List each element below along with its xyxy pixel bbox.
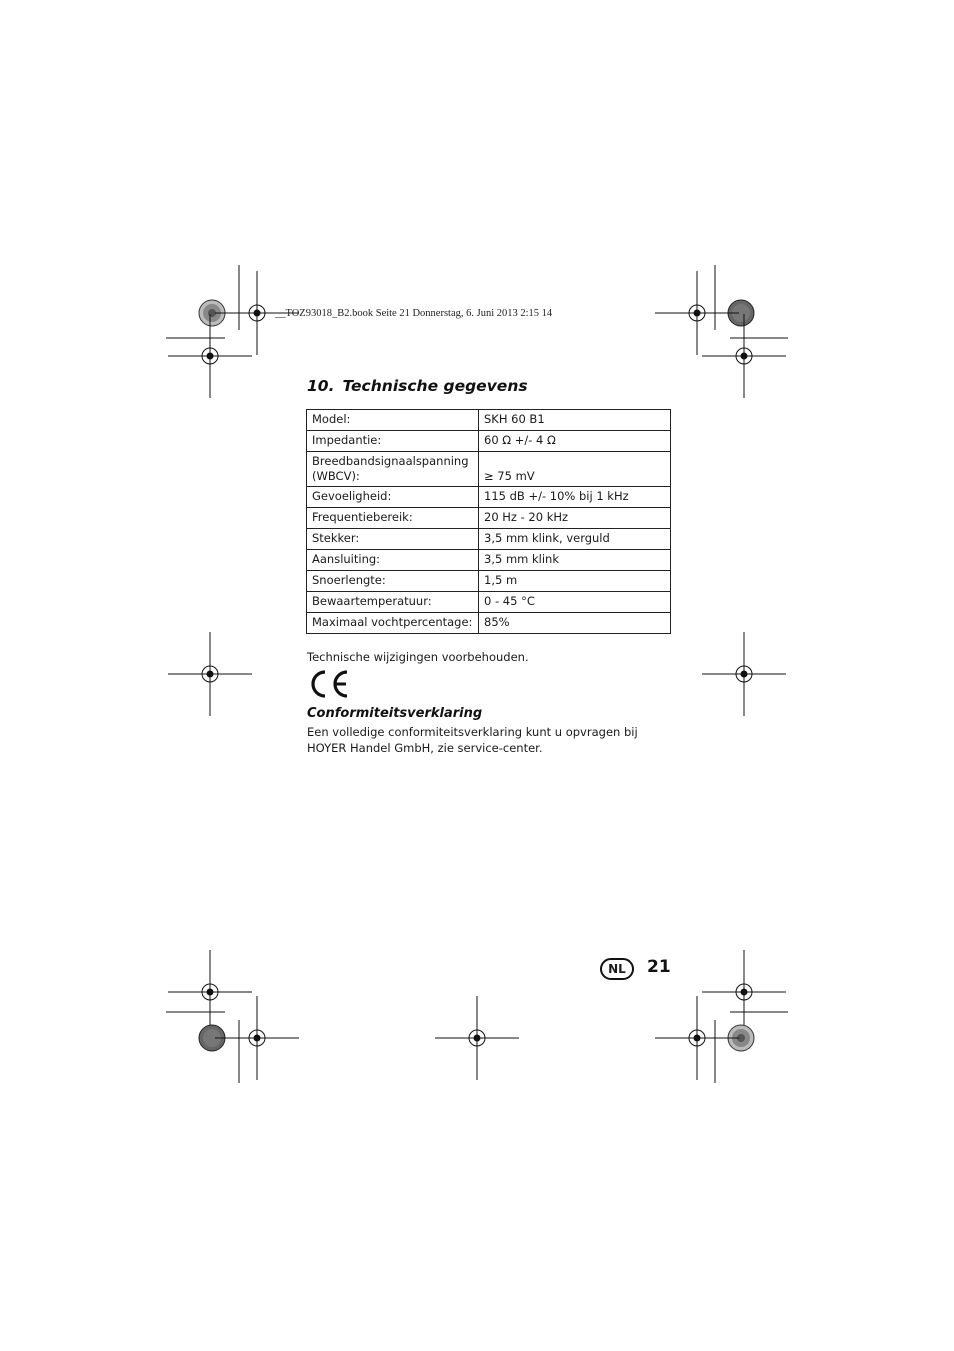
conformity-line: Een volledige conformiteitsverklaring kunt u opvragen bij [307, 725, 638, 739]
table-row [307, 487, 671, 508]
spec-value: SKH 60 B1 [479, 410, 671, 431]
page-number: 21 [647, 957, 671, 977]
spec-label: Snoerlengte: [307, 571, 479, 592]
spec-label-line: Breedbandsignaalspanning [312, 454, 469, 468]
section-title [307, 377, 528, 395]
table-row [307, 410, 671, 431]
table-row [307, 508, 671, 529]
table-row [307, 529, 671, 550]
spec-value: 0 - 45 °C [479, 592, 671, 613]
table-row [307, 592, 671, 613]
spec-value: 1,5 m [479, 571, 671, 592]
spec-value: 60 Ω +/- 4 Ω [479, 431, 671, 452]
spec-value: ≥ 75 mV [479, 452, 671, 487]
conformity-text [307, 724, 667, 756]
table-row [307, 571, 671, 592]
table-row [307, 431, 671, 452]
spec-label: Stekker: [307, 529, 479, 550]
spec-label [307, 452, 479, 487]
table-row [307, 452, 671, 487]
language-badge: NL [600, 958, 634, 980]
spec-value: 3,5 mm klink, verguld [479, 529, 671, 550]
spec-label: Impedantie: [307, 431, 479, 452]
spec-label: Frequentiebereik: [307, 508, 479, 529]
spec-label: Model: [307, 410, 479, 431]
ce-mark-icon [307, 668, 351, 700]
section-number: 10. [307, 377, 335, 395]
conformity-title: Conformiteitsverklaring [307, 706, 483, 721]
spec-label: Gevoeligheid: [307, 487, 479, 508]
spec-label-line: (WBCV): [312, 469, 360, 483]
table-row [307, 550, 671, 571]
spec-label: Maximaal vochtpercentage: [307, 613, 479, 634]
section-title-text: Technische gegevens [342, 377, 528, 395]
conformity-line: HOYER Handel GmbH, zie service-center. [307, 741, 543, 755]
technical-note: Technische wijzigingen voorbehouden. [307, 650, 529, 664]
print-header: __TOZ93018_B2.book Seite 21 Donnerstag, 6. Juni 2013 2:15 14 [275, 308, 553, 319]
spec-value: 3,5 mm klink [479, 550, 671, 571]
spec-value: 85% [479, 613, 671, 634]
spec-value: 115 dB +/- 10% bij 1 kHz [479, 487, 671, 508]
spec-table [306, 409, 671, 634]
spec-label: Aansluiting: [307, 550, 479, 571]
spec-label: Bewaartemperatuur: [307, 592, 479, 613]
table-row [307, 613, 671, 634]
spec-value: 20 Hz - 20 kHz [479, 508, 671, 529]
